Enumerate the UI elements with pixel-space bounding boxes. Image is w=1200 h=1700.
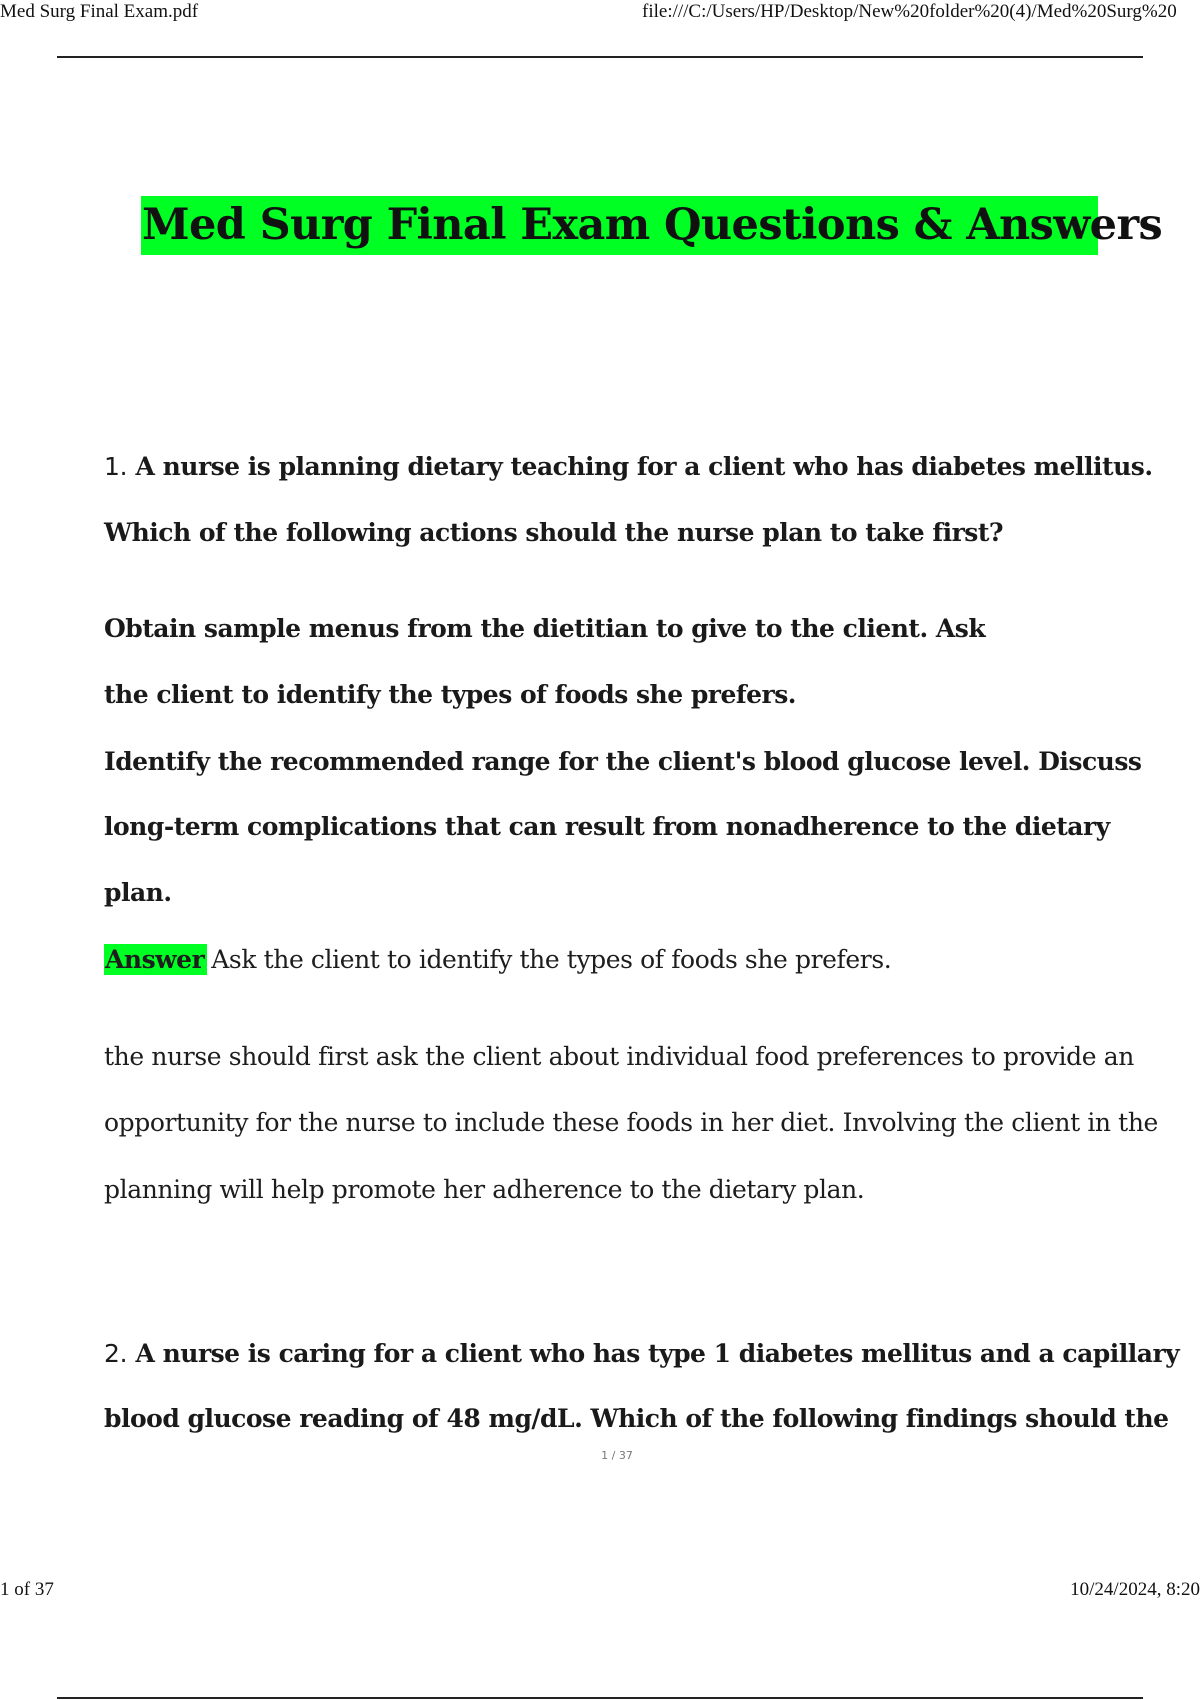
question-1-option-line: plan.: [104, 878, 172, 907]
question-1-option-line: Obtain sample menus from the dietitian to give to the client. Ask: [104, 614, 986, 643]
question-1-stem-text: A nurse is planning dietary teaching for a client who has diabetes mellitus.: [135, 452, 1153, 481]
question-1-rationale-line: the nurse should first ask the client about individual food preferences to provide an: [104, 1042, 1134, 1071]
question-1-option-line: long-term complications that can result from nonadherence to the dietary: [104, 812, 1110, 841]
answer-label: Answer: [104, 944, 207, 975]
question-1-number: 1.: [104, 452, 128, 481]
footer-divider: [57, 1697, 1143, 1699]
question-1-option-line: the client to identify the types of foods she prefers.: [104, 680, 796, 709]
question-2-stem-line-2: blood glucose reading of 48 mg/dL. Which of the following findings should the: [104, 1404, 1169, 1433]
question-2-stem-line-1: [104, 1337, 1180, 1371]
print-header-filename: Med Surg Final Exam.pdf: [0, 1, 199, 22]
question-1-rationale-line: planning will help promote her adherence to the dietary plan.: [104, 1175, 865, 1204]
pdf-page-indicator: 1 / 37: [601, 1449, 633, 1462]
question-2-number: 2.: [104, 1339, 128, 1368]
question-1-rationale-line: opportunity for the nurse to include these foods in her diet. Involving the client in the: [104, 1108, 1158, 1137]
answer-text: Ask the client to identify the types of foods she prefers.: [211, 945, 892, 974]
question-1-answer: [104, 943, 1134, 977]
question-1-option-line: Identify the recommended range for the client's blood glucose level. Discuss: [104, 747, 1142, 776]
header-divider: [57, 56, 1143, 58]
question-2-stem-text: A nurse is caring for a client who has type 1 diabetes mellitus and a capillary: [135, 1339, 1180, 1368]
question-1-stem-line-2: Which of the following actions should the nurse plan to take first?: [104, 518, 1004, 547]
print-footer-timestamp: 10/24/2024, 8:20: [1070, 1579, 1200, 1600]
print-footer-page-count: 1 of 37: [0, 1579, 54, 1600]
print-header-url: file:///C:/Users/HP/Desktop/New%20folder%20(4)/Med%20Surg%20: [642, 1, 1177, 22]
document-title: Med Surg Final Exam Questions & Answers: [141, 196, 1098, 255]
question-1-stem-line-1: [104, 450, 1153, 484]
